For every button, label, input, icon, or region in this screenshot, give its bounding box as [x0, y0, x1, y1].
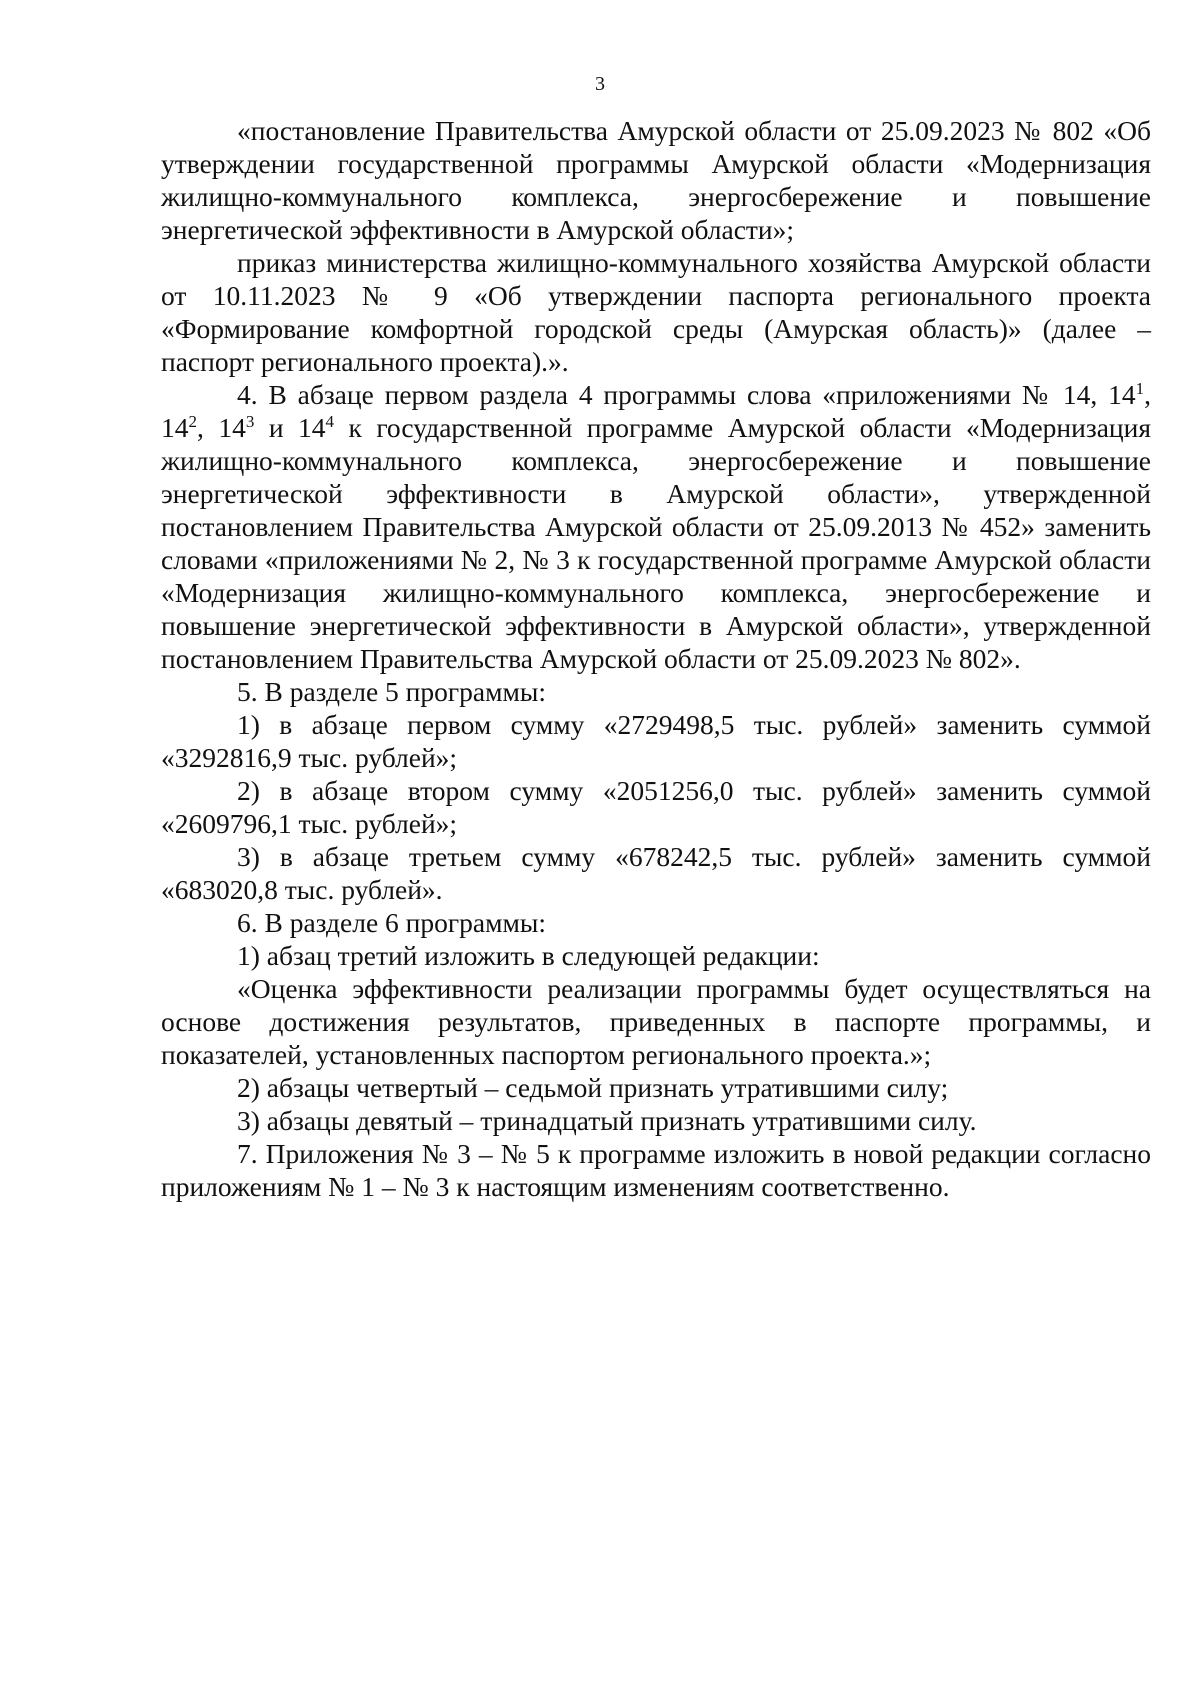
- item-4-text-mid2: , 14: [197, 412, 246, 443]
- paragraph-quote-evaluation: «Оценка эффективности реализации программы будет осуществляться на основе достижения результатов, приведенных в паспорте программы, и показателей, установленных паспортом регионального проекта.»;: [161, 973, 1151, 1070]
- paragraph-item-7: 7. Приложения № 3 – № 5 к программе изложить в новой редакции согласно приложениям № 1 – № 3 к настоящим изменениям соответственно.: [161, 1138, 1151, 1202]
- item-4-text-mid3: и 14: [254, 412, 326, 443]
- item-4-text-start: 4. В абзаце первом раздела 4 программы слова «приложениями № 14, 14: [237, 379, 1136, 410]
- paragraph-item-6-1: 1) абзац третий изложить в следующей редакции:: [237, 940, 820, 971]
- superscript-4: 4: [325, 411, 335, 431]
- paragraph-item-5-1: 1) в абзаце первом сумму «2729498,5 тыс. рублей» заменить суммой «3292816,9 тыс. рублей»;: [161, 709, 1151, 773]
- superscript-3: 3: [245, 411, 255, 431]
- paragraph-item-6-2: 2) абзацы четвертый – седьмой признать утратившими силу;: [237, 1072, 949, 1103]
- superscript-1: 1: [1135, 378, 1145, 398]
- paragraph-item-5: 5. В разделе 5 программы:: [237, 676, 547, 707]
- page-number: 3: [595, 73, 605, 95]
- paragraph-item-5-2: 2) в абзаце втором сумму «2051256,0 тыс. рублей» заменить суммой «2609796,1 тыс. рублей»;: [161, 775, 1151, 839]
- paragraph-resolution-802: «постановление Правительства Амурской области от 25.09.2023 № 802 «Об утверждении государственной программы Амурской области «Модернизация жилищно-коммунального комплекса, энергосбережение и повышение энергетической эффективности в Амурской области»;: [161, 115, 1151, 245]
- paragraph-item-5-3: 3) в абзаце третьем сумму «678242,5 тыс. рублей» заменить суммой «683020,8 тыс. рублей».: [161, 841, 1151, 905]
- paragraph-item-6-3: 3) абзацы девятый – тринадцатый признать утратившими силу.: [237, 1105, 977, 1136]
- item-4-text-mid1: , 14: [161, 379, 1151, 443]
- item-4-text-end: к государственной программе Амурской области «Модернизация жилищно-коммунального комплекса, энергосбережение и повышение энергетической эффективности в Амурской области», утвержденной постановлением Правительства Амурской области от 25.09.2013 № 452» заменить словами «приложениями № 2, № 3 к государственной программе Амурской области «Модернизация жилищно-коммунального комплекса, энергосбережение и повышение энергетической эффективности в Амурской области», утвержденной постановлением Правительства Амурской области от 25.09.2023 № 802».: [161, 412, 1152, 674]
- paragraph-item-6: 6. В разделе 6 программы:: [237, 907, 547, 938]
- paragraph-item-4: [161, 378, 1151, 675]
- document-body: [161, 114, 1151, 1203]
- superscript-2: 2: [188, 411, 197, 431]
- paragraph-order-9: приказ министерства жилищно-коммунального хозяйства Амурской области от 10.11.2023 № 9 «Об утверждении паспорта регионального проекта «Формирование комфортной городской среды (Амурская область)» (далее – паспорт регионального проекта).».: [161, 247, 1151, 377]
